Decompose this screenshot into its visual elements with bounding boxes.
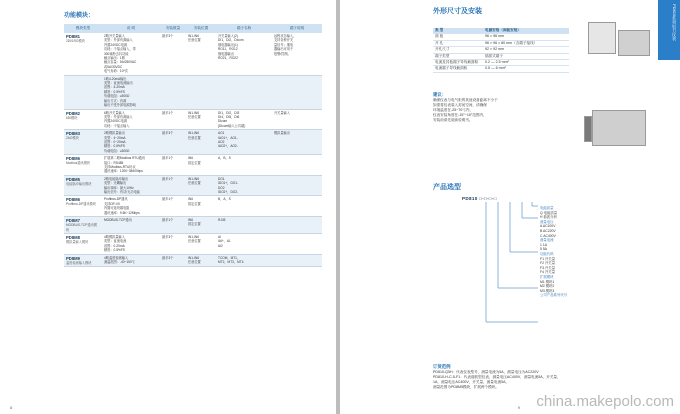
note-line: 环境温度在-25~70℃内， — [433, 108, 474, 112]
spec-value: 92 × 92 mm — [483, 47, 569, 53]
module-description: 2路开关量输入 类型：外部有源输入 内置24VDC电源 功耗：干接点输入，带 300毫秒去抖功能 触点输出：1路 触点容量：5A/250VAC 或5A/30VDC 电气寿命：10⁵次 — [104, 34, 137, 74]
spec-label: 类 型 — [433, 28, 483, 34]
module-type-cell — [64, 234, 102, 254]
module-name: PD8M5 — [66, 176, 80, 182]
legend-item: B AC220V — [540, 228, 556, 233]
legend-item: 1 1A — [540, 242, 547, 247]
module-table — [64, 24, 322, 267]
legend-item: H 谐波分析 — [540, 215, 557, 220]
module-quantity: 最多3个 — [162, 255, 174, 260]
module-terminal-desc — [272, 234, 322, 254]
module-position: IN1-IN6 任意位置 — [188, 110, 201, 119]
table-row — [64, 255, 322, 268]
module-terminal-desc — [272, 76, 322, 109]
order-code-connectors — [480, 202, 542, 326]
spec-table — [433, 28, 569, 73]
module-subtitle: MODBUS-TCP通讯模块 — [66, 223, 97, 232]
dimensions-title: 外形尺寸及安装 — [433, 8, 482, 15]
module-quantity: 最多3个 — [162, 131, 174, 136]
module-name: PD8M8 — [66, 235, 80, 241]
module-terminal-desc: 模拟量输出 — [274, 131, 290, 136]
module-position: IN1-IN6 任意位置 — [188, 255, 201, 265]
module-name: PD8M6 — [66, 156, 80, 162]
note-line: 如需将仪表装入封闭空间，请确保 — [433, 103, 487, 107]
note-line: 仪表安装角度在-15°~15°范围内， — [433, 113, 487, 117]
module-description: 扩展第二路Modbus RTU通讯 接口：RS485 支持Modbus-RTU协议 通讯速率：1200~38400bps — [104, 156, 146, 174]
module-type-cell — [64, 196, 102, 216]
spec-value: 96 × 96 × 80 mm（含端子接线） — [483, 40, 569, 46]
example-title: 订货范例 — [433, 364, 451, 369]
order-code: PD810 □-□-□-□ — [462, 196, 497, 201]
module-table-header — [64, 24, 322, 33]
left-page — [0, 0, 336, 414]
module-name: PD8M7 — [66, 218, 80, 224]
module-type-cell — [64, 76, 102, 109]
module-subtitle: 2AO模块 — [66, 136, 79, 141]
device-front-drawing — [588, 22, 616, 54]
module-name: PD8M1 — [66, 34, 80, 39]
legend-item: 测量电压 — [540, 219, 554, 224]
example-line: PD810-Q5H：代表仪表型号，测量电流为5A，测量电压为AC220V — [433, 370, 539, 374]
module-quantity: 最多1个 — [162, 156, 174, 161]
module-terminals: RJ45 — [218, 218, 226, 223]
module-terminals: TCOM，MT1， MT2，MT3，MT4 — [218, 255, 244, 265]
module-quantity: 最多1个 — [162, 176, 174, 181]
table-row — [64, 217, 322, 234]
spec-label: 开 孔 — [433, 40, 483, 46]
order-example — [433, 364, 613, 390]
legend-item: 电能质量 — [540, 206, 554, 210]
legend-item: F1 开关量 — [540, 256, 556, 261]
note-line: 安装前请先阅读说明书。 — [433, 118, 473, 122]
module-terminal-desc — [272, 196, 322, 216]
legend-item: 功能代码 — [540, 251, 554, 256]
module-description: MODBUS-TCP通讯 — [104, 218, 132, 223]
header-quantity: 安装数量 — [165, 26, 181, 30]
module-type-cell — [64, 255, 102, 267]
module-terminals: DI1，DI2，DI3 DI4，DI5，DI6 DIcom (DIcom输入公共端) — [218, 110, 246, 128]
header-terminal-desc: 端子说明 — [289, 26, 305, 30]
example-line: 1A，测量电压AC400V，开关量，测量电流5A， — [433, 380, 510, 384]
legend-item: 5 5A — [540, 247, 547, 252]
module-subtitle: Modbus通讯模块 — [66, 161, 91, 166]
module-description: 6路开关量输入 类型：外部有源输入 内置24VDC电源 功耗：干接点输入 — [104, 110, 133, 128]
module-terminals: AO1 IAO1+，AO1- AO2 IAO2+，AO2- — [218, 131, 238, 149]
module-subtitle: 6DI模块 — [66, 115, 78, 120]
function-modules-title: 功能模块： — [64, 13, 95, 19]
module-terminals: AI IAI+，AI- AI2 — [218, 235, 232, 248]
module-terminals: DO1 IDO1+，DO1- DO2 IDO2+，DO2- — [218, 176, 239, 194]
panel-edge-drawing — [584, 116, 592, 142]
module-position: IN1-IN6 任意位置 — [188, 235, 201, 244]
spec-value: 电源安装（面板安装） — [483, 28, 569, 34]
module-terminal-desc — [272, 255, 322, 267]
module-subtitle: 模拟量输入模块 — [66, 240, 89, 245]
notes-title: 建议： — [433, 92, 447, 97]
module-quantity: 最多1个 — [162, 218, 174, 223]
legend-item: M2 模块2 — [540, 284, 555, 289]
spec-value: 0.5 — 6 mm² — [483, 66, 569, 72]
module-type-cell — [64, 110, 102, 130]
header-description: 说 明 — [126, 26, 136, 30]
module-type-cell — [64, 130, 102, 154]
module-name: PD8M6 — [66, 197, 80, 203]
module-position: IN1-IN6 任意位置 — [188, 34, 201, 43]
module-type-cell — [64, 176, 102, 196]
example-line: 测量范围为PD8M5模块，扩展两个模块。 — [433, 385, 499, 389]
module-position: IN6 指定位置 — [188, 197, 201, 206]
installation-notes — [433, 92, 573, 123]
module-terminals: A，B，S — [218, 156, 231, 161]
module-type-cell — [64, 217, 102, 233]
module-quantity: 最多3个 — [162, 235, 174, 240]
example-list — [433, 370, 613, 390]
module-quantity — [160, 76, 186, 109]
module-table-body — [64, 33, 322, 267]
spec-value: 96 × 96 mm — [483, 34, 569, 40]
legend-item: Q 电能质量 — [540, 210, 558, 215]
selection-title: 产品选型 — [433, 184, 461, 191]
module-position: IN6 指定位置 — [188, 218, 201, 227]
spec-value: 插拔式端子 — [483, 53, 569, 59]
module-subtitle: 温度检测输入模块 — [66, 260, 92, 265]
module-position: IN6 指定位置 — [188, 156, 201, 165]
module-description: 2路模拟量输出 类型：4~20mA 范围：0~20mA 精度：0.5%FS 负载电阻：≤500Ω — [104, 131, 130, 153]
table-row — [64, 155, 322, 176]
spec-label: 电流端子导线截面积 — [433, 66, 483, 72]
table-row — [64, 33, 322, 76]
page-number-left: 8 — [10, 405, 13, 410]
side-band: PD810系列电力仪表 — [658, 0, 680, 60]
module-terminals: B，A，S — [218, 197, 231, 202]
module-subtitle: 2DI/1RO模块 — [66, 39, 85, 43]
module-subtitle: Profibus-DP通讯模块 — [66, 202, 96, 207]
module-name: PD8M3 — [66, 131, 80, 137]
module-quantity: 最多3个 — [162, 34, 174, 38]
mounting-drawing — [592, 110, 646, 146]
spec-label: 端子类型 — [433, 53, 483, 59]
table-row — [64, 130, 322, 155]
module-position: IN1-IN6 任意位置 — [188, 131, 201, 140]
header-position: 安装位置 — [193, 26, 209, 30]
legend-item: F4 开关量 — [540, 270, 556, 275]
module-type-cell — [64, 155, 102, 175]
module-quantity: 最多1个 — [162, 110, 174, 115]
module-description: 4路模拟量输入 类型：直流电流 范围：0-20mA 精度：0.5%FS — [104, 235, 127, 253]
legend-item: F3 开关量 — [540, 265, 556, 270]
legend-item: 扩展模块 — [540, 274, 554, 279]
table-row — [64, 196, 322, 217]
header-terminals: 端子名称 — [236, 26, 252, 30]
spec-label: 面 板 — [433, 34, 483, 40]
right-page — [340, 0, 680, 414]
module-description: 2路电能脉冲输出 类型：光耦输出 输出频率：最大10Hz 输出信号：有功/无功电能 — [104, 176, 140, 194]
module-description: 1路4-20mA输出 类型：直流电流输出 范围：4-20mA 精度：0.5%FS 负载电阻：≤500Ω 输出方式：有源 输出不受外部电源影响 — [104, 76, 136, 108]
legend-item: M1 模块1 — [540, 279, 555, 284]
device-side-drawing — [618, 30, 650, 56]
module-terminal-desc — [272, 176, 322, 196]
module-name: PD8M9 — [66, 255, 80, 261]
example-line: PD810-H-C-5-F1：代表谐波型仪表，测量电压AC400V，测量电流5A，开关量， — [433, 375, 561, 379]
module-terminal-desc: 开关量输入 — [274, 110, 290, 115]
module-position: IN1-IN6 任意位置 — [188, 176, 201, 186]
module-position — [186, 76, 216, 109]
module-type-cell — [64, 33, 102, 75]
legend-item: 公司产品系列代号 — [540, 293, 568, 298]
module-terminals — [216, 76, 272, 109]
table-row — [64, 234, 322, 255]
module-terminal-desc — [272, 217, 322, 233]
table-row — [64, 76, 322, 110]
module-terminals: 开关量输入(2) DI1，DI2，DIcom 继电器输出(1) RO11，RO12 继电器输出 RO21，RO22 — [218, 34, 244, 61]
table-row — [64, 110, 322, 131]
module-description: Profibus-DP通讯 支持DP-V0 内置可选终端电阻 通讯速率：9.6K~12Mbps — [104, 197, 140, 215]
watermark: china.makepolo.com — [536, 393, 674, 410]
notes-list — [433, 98, 573, 123]
legend-item: M3 模块3 — [540, 288, 555, 293]
module-name: PD8M2 — [66, 110, 80, 116]
module-description: 4路温度检测输入 测温范围：-40~150℃ — [104, 255, 135, 265]
legend-item: 测量电流 — [540, 238, 554, 243]
module-terminal-desc — [272, 155, 322, 175]
module-quantity: 最多1个 — [162, 197, 174, 202]
order-code-legend — [540, 206, 600, 298]
module-subtitle: 电能脉冲输出模块 — [66, 181, 92, 186]
legend-item: C AC400V — [540, 233, 556, 238]
spec-row — [433, 66, 569, 72]
table-row — [64, 176, 322, 197]
legend-item: F2 开关量 — [540, 261, 556, 266]
page-number-right: 9 — [517, 405, 520, 410]
module-terminal-desc: 远程状态输入， 支持各种开关 量信号；继电 器输出可用于 报警/控制。 — [274, 34, 297, 56]
spec-value: 0.2 — 2.5 mm² — [483, 60, 569, 66]
note-line: 确保仪表与电气柜的其他设备距离不小于 — [433, 98, 498, 102]
header-module-type: 模块类型 — [75, 26, 91, 30]
spec-label: 开孔尺寸 — [433, 47, 483, 53]
legend-item: A AC100V — [540, 224, 556, 229]
spec-label: 电流及其他端子导线截面积 — [433, 60, 483, 66]
